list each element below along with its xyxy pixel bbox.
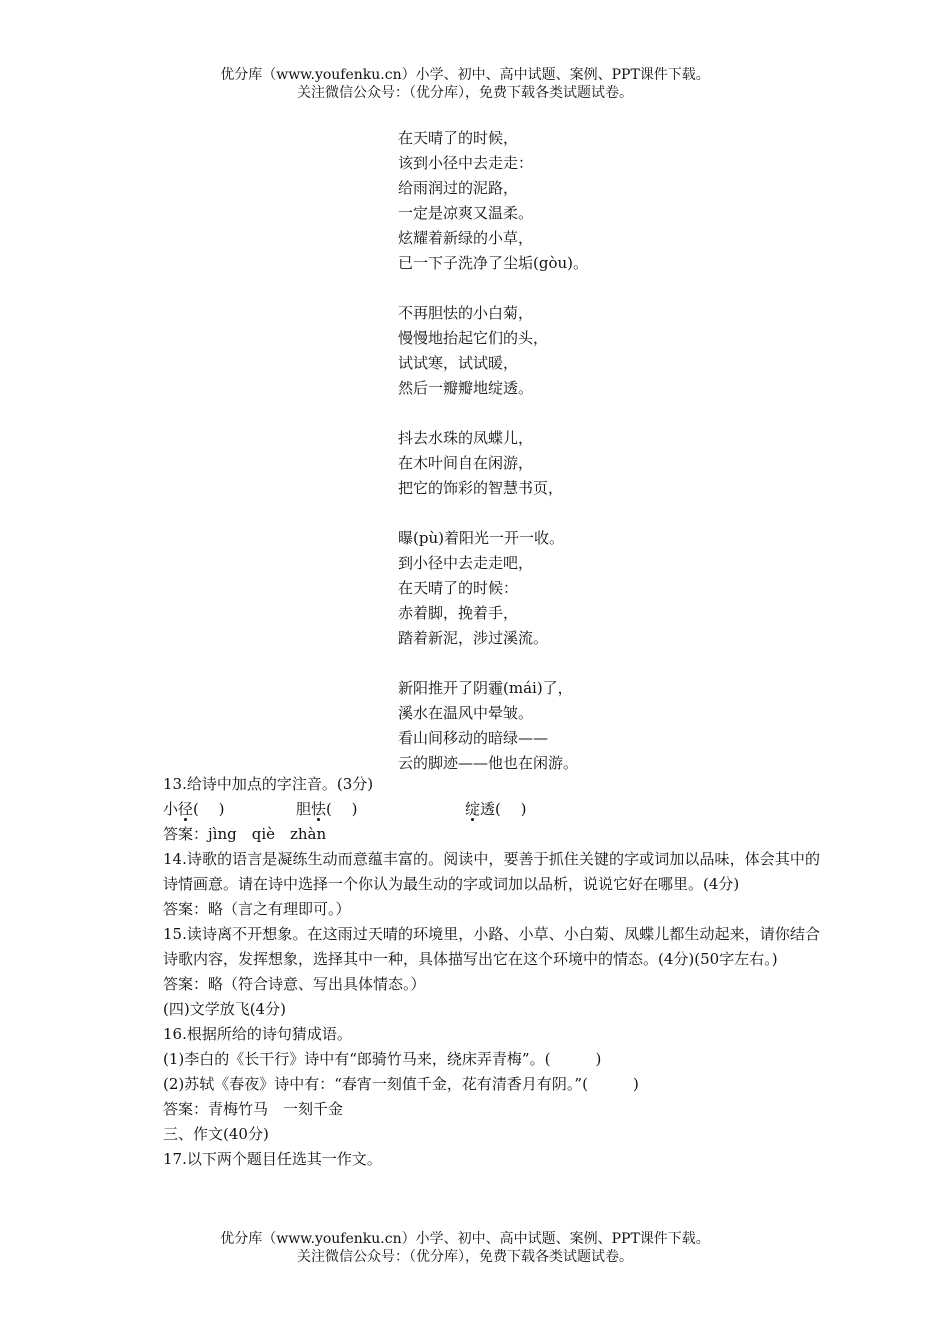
- question-16-2: (2)苏轼《春夜》诗中有：“春宵一刻值千金，花有清香月有阴。”( ): [163, 1075, 639, 1093]
- poem-line: 炫耀着新绿的小草，: [398, 229, 534, 247]
- question-14: 14.诗歌的语言是凝练生动而意蕴丰富的。阅读中，要善于抓住关键的字或词加以品味，体会其中的诗情画意。请在诗中选择一个你认为最生动的字或词加以品析，说说它好在哪里。(4分): [163, 850, 820, 893]
- poem: [398, 126, 918, 776]
- poem-line: 不再胆怯的小白菊，: [398, 304, 534, 322]
- answer-15: 答案：略（符合诗意、写出具体情态。）: [163, 975, 426, 993]
- answer-14: 答案：略（言之有理即可。）: [163, 900, 351, 918]
- poem-line: 在木叶间自在闲游，: [398, 454, 534, 472]
- header-line-2: 关注微信公众号：（优分库），免费下载各类试题试卷。: [297, 85, 633, 101]
- answer-13: 答案：jìng qiè zhàn: [163, 825, 327, 843]
- stanza-gap: [398, 651, 918, 676]
- stanza-gap: [398, 276, 918, 301]
- poem-line: 踏着新泥，涉过溪流。: [398, 629, 549, 647]
- poem-line: 曝(pù)着阳光一开一收。: [398, 529, 564, 547]
- stanza-gap: [398, 501, 918, 526]
- question-15: 15.读诗离不开想象。在这雨过天晴的环境里，小路、小草、小白菊、凤蝶儿都生动起来，请你结合诗歌内容，发挥想象，选择其中一种，具体描写出它在这个环境中的情态。(4分)(50字左右。): [163, 925, 820, 968]
- poem-line: 慢慢地抬起它们的头，: [398, 329, 549, 347]
- question-17: 17.以下两个题目任选其一作文。: [163, 1150, 382, 1168]
- poem-line: 该到小径中去走走：: [398, 154, 534, 172]
- q13-item-a: 小径( ): [163, 800, 225, 818]
- answer-16: 答案：青梅竹马 一刻千金: [163, 1100, 344, 1118]
- section-4-heading: (四)文学放飞(4分): [163, 1000, 286, 1018]
- poem-line: 给雨润过的泥路，: [398, 179, 519, 197]
- poem-line: 在天晴了的时候：: [398, 579, 519, 597]
- poem-line: 试试寒，试试暖，: [398, 354, 519, 372]
- stanza-gap: [398, 401, 918, 426]
- page-footer: [0, 1230, 930, 1266]
- poem-line: 抖去水珠的凤蝶儿，: [398, 429, 534, 447]
- q13-item-c: 绽透( ): [465, 800, 527, 818]
- poem-line: 新阳推开了阴霾(mái)了，: [398, 679, 573, 697]
- dotted-char: 怯: [311, 800, 327, 818]
- dotted-char: 径: [178, 800, 194, 818]
- poem-line: 溪水在温风中晕皱。: [398, 704, 534, 722]
- questions-section: [130, 772, 820, 1172]
- poem-line: 云的脚迹——他也在闲游。: [398, 754, 579, 772]
- poem-line: 然后一瓣瓣地绽透。: [398, 379, 534, 397]
- section-3-heading: 三、作文(40分): [163, 1125, 269, 1143]
- footer-line-1: 优分库（www.youfenku.cn）小学、初中、高中试题、案例、PPT课件下载。: [220, 1231, 710, 1247]
- poem-line: 看山间移动的暗绿——: [398, 729, 549, 747]
- header-line-1: 优分库（www.youfenku.cn）小学、初中、高中试题、案例、PPT课件下载。: [220, 67, 710, 83]
- q13-item-b: 胆怯( ): [296, 800, 358, 818]
- footer-line-2: 关注微信公众号：（优分库），免费下载各类试题试卷。: [297, 1249, 633, 1265]
- poem-line: 赤着脚，挽着手，: [398, 604, 519, 622]
- poem-line: 在天晴了的时候，: [398, 129, 519, 147]
- question-16-1: (1)李白的《长干行》诗中有“郎骑竹马来，绕床弄青梅”。( ): [163, 1050, 602, 1068]
- poem-line: 一定是凉爽又温柔。: [398, 204, 534, 222]
- question-13: 13.给诗中加点的字注音。(3分): [163, 775, 374, 793]
- page-header: [0, 66, 930, 102]
- poem-line: 把它的饰彩的智慧书页，: [398, 479, 564, 497]
- poem-line: 到小径中去走走吧，: [398, 554, 534, 572]
- question-13-items: [130, 797, 820, 822]
- question-16: 16.根据所给的诗句猜成语。: [163, 1025, 352, 1043]
- dotted-char: 绽: [465, 800, 481, 818]
- poem-line: 已一下子洗净了尘垢(gòu)。: [398, 254, 588, 272]
